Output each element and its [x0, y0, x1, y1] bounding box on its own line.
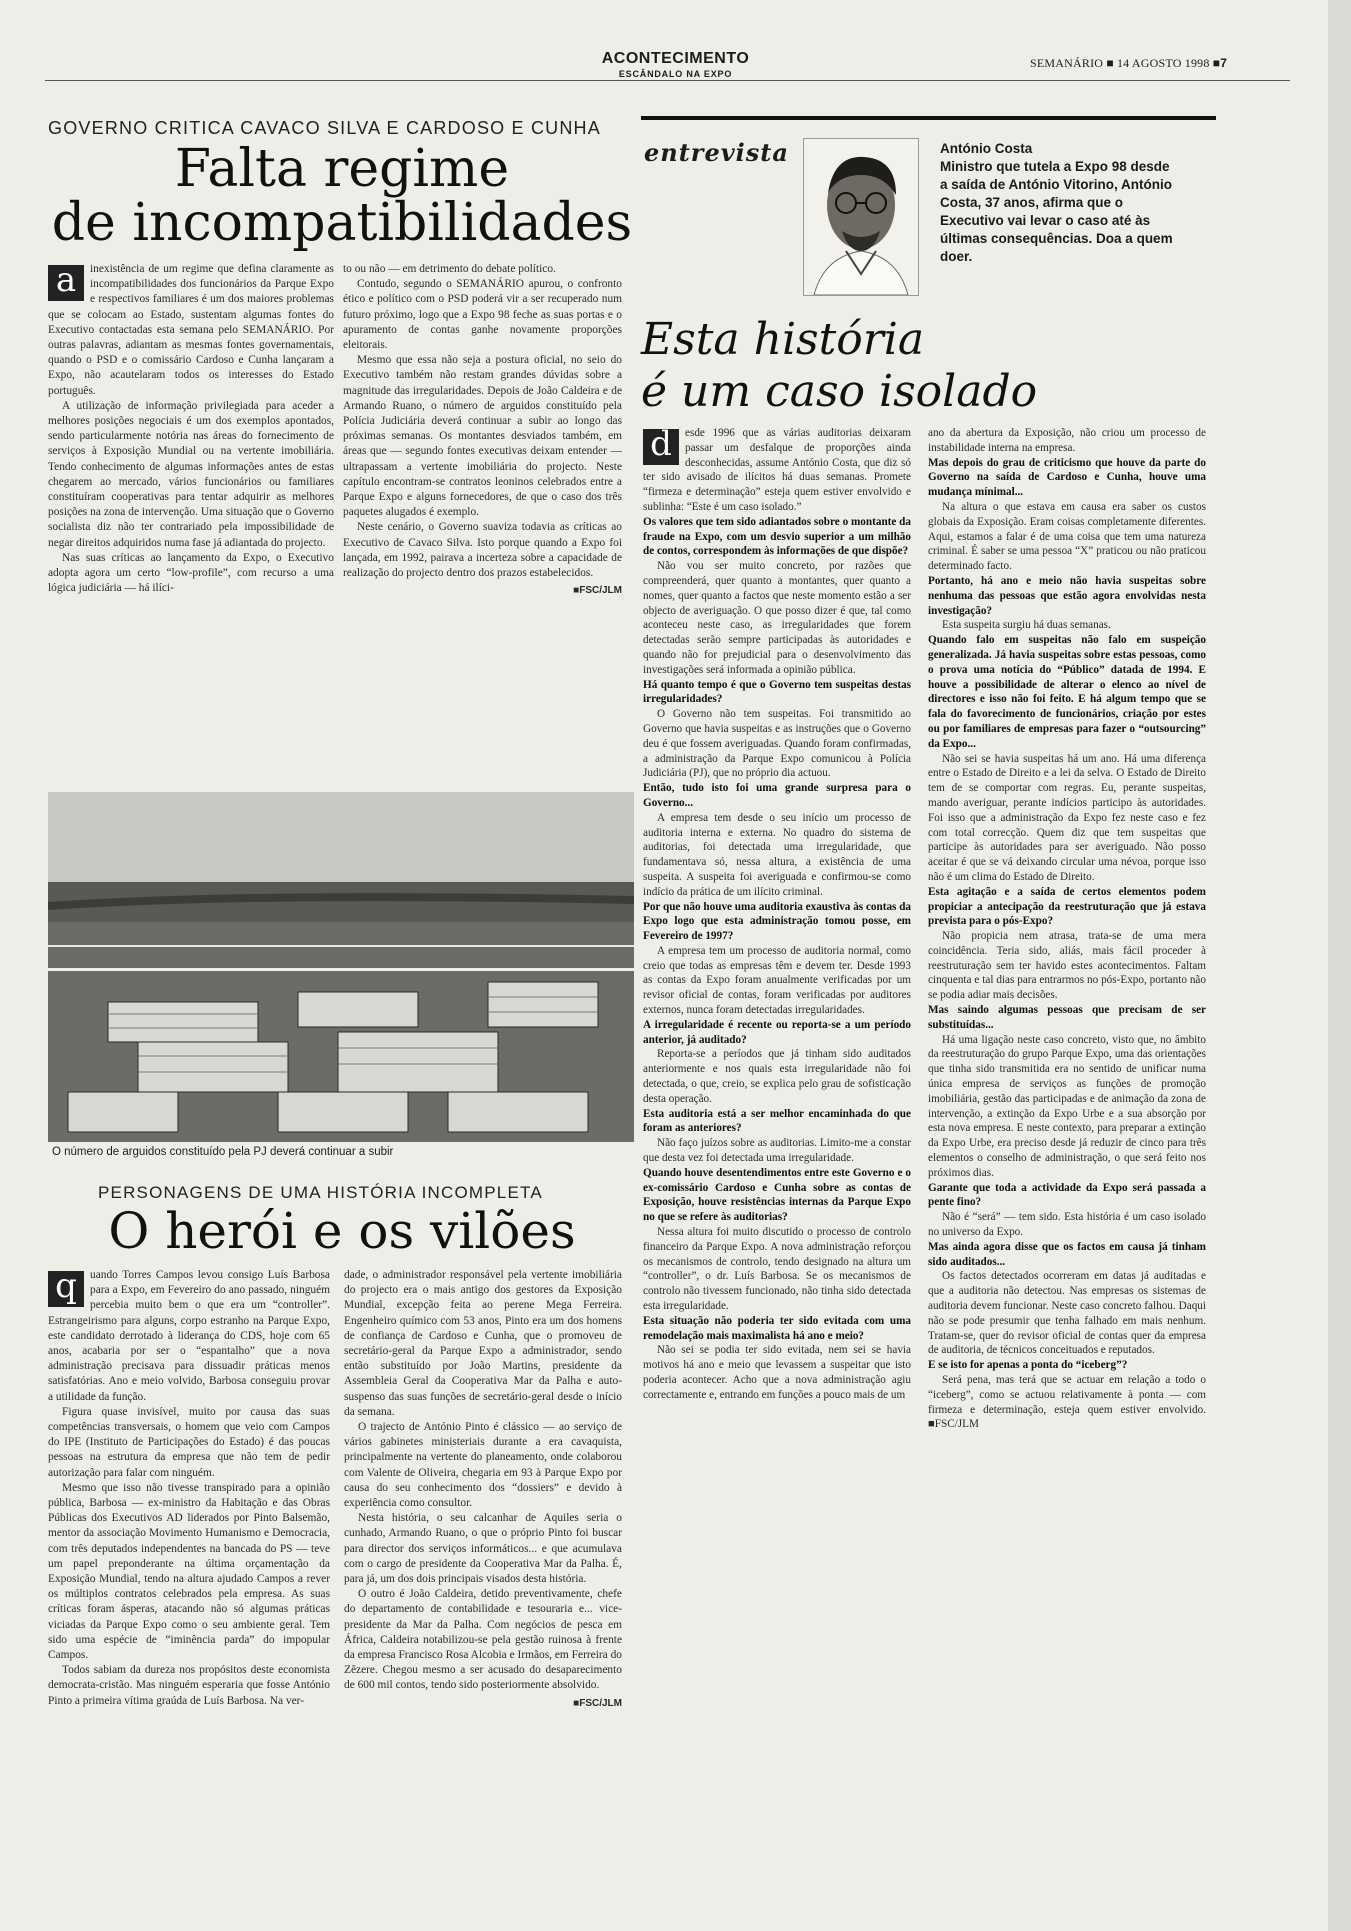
interviewee-name: António Costa [940, 141, 1033, 156]
interview-question: Quando houve desentendimentos entre este Governo e o ex-comissário Cardoso e Cunha sobre as contas de Exposição, houve resistências internas da Parque Expo no que se refere às auditorias? [643, 1166, 911, 1224]
interview-headline-line2: é um caso isolado [641, 366, 1038, 417]
paragraph: Contudo, segundo o SEMANÁRIO apurou, o confronto ético e político com o PSD poderá vir a ser recuperado num futuro próximo, logo que a Expo 98 feche as suas portas e o apuramento de contas ganhe novamente proporções eleitorais. [343, 278, 622, 352]
interview-col2 [928, 426, 1206, 1432]
interview-question: Há quanto tempo é que o Governo tem suspeitas destas irregularidades? [643, 678, 911, 706]
interview-question: Por que não houve uma auditoria exaustiva às contas da Expo logo que esta administração tomou posse, em Fevereiro de 1997? [643, 900, 912, 943]
interview-answer: Não sei se havia suspeitas há um ano. Há uma diferença entre o Estado de Direito e a lei da selva. O Estado de Direito tem de se comportar com regras. Eu, perante suspeitas, mando averiguar, perante indícios participo às autoridades. Foi isso que a administração da Expo fez neste caso e fez com total correcção. Quem diz que tem suspeitas que participe às autoridades para ser averiguado. Não posso aceitar é que se vá deixando circular uma névoa, porque isso não é um clima do Estado de Direito. [928, 752, 1206, 883]
interview-question: Mas saindo algumas pessoas que precisam de ser substituídas... [928, 1004, 1206, 1031]
interview-answer: Não faço juízos sobre as auditorias. Limito-me a constar que desta vez foi detectada uma irregularidade. [643, 1137, 911, 1165]
article2-dropcap: q [48, 1271, 84, 1307]
interview-question: Portanto, há ano e meio não havia suspeitas sobre nenhuma das pessoas que estão agora envolvidas nesta investigação? [928, 574, 1206, 617]
article2-col2 [344, 1268, 622, 1711]
paragraph: to ou não — em detrimento do debate político. [343, 263, 556, 275]
interviewee-description: Ministro que tutela a Expo 98 desde a saída de António Vitorino, António Costa, 37 anos, afirma que o Executivo vai levar o caso até às últimas consequências. Doa a quem doer. [940, 159, 1173, 264]
interview-label: entrevista [644, 138, 789, 167]
paragraph: dade, o administrador responsável pela vertente imobiliária do projecto era o mais antigo dos gestores da Exposição Mundial, excepção feita ao perene Mega Ferreira. Engenheiro químico com 53 anos, Pinto era um dos homens de confiança de Cardoso e Cunha, que o promoveu de secretário-geral da Parque Expo a administrador, sendo então substituído por João Martins, presidente da Assembleia Geral da Cooperativa Mar da Palha e auto-suspenso das suas funções de secretário-geral desde o início da semana. [344, 1269, 622, 1418]
interview-answer: Os factos detectados ocorreram em datas já auditadas e que a auditoria não detectou. Nas empresas os sistemas de auditoria devem funcionar. Neste caso concreto falhou. Daqui não se pode presumir que tenha falhado em mais nenhum. Tratam-se, quer do revisor oficial de contas quer da empresa de auditoria, de técnicos conceituados e reputados. [928, 1270, 1206, 1357]
interview-answer: esde 1996 que as várias auditorias deixaram passar um desfalque de proporções ainda desconhecidas, assume António Costa, que diz só ter sido avisado de ilícitos há duas semanas. Promete “firmeza e determinação” esteja quem estiver envolvido e sublinha: “Este é um caso isolado.” [643, 427, 911, 513]
article1-signature: ■FSC/JLM [573, 585, 622, 597]
photo-caption: O número de arguidos constituído pela PJ deverá continuar a subir [52, 1146, 394, 1158]
antonio-costa-portrait [803, 138, 919, 296]
section-title: ACONTECIMENTO [601, 50, 750, 67]
interview-col1 [643, 426, 911, 1403]
paragraph: uando Torres Campos levou consigo Luís Barbosa para a Expo, em Fevereiro do ano passado, ninguém percebia muito bem o que era um “controller”. Estrangeirismo para alguns, corpo estranho na Parque Expo, este candidato derrotado à liderança do CDS, hoje com 65 anos, acabaria por ser o “espantalho” que a nova administração precisava para dissuadir práticas menos satisfatórias. Ano e meio volvido, Barbosa conseguiu provar a utilidade da função. [48, 1269, 330, 1403]
interview-headline-line1: Esta história [641, 314, 925, 365]
page-number: 7 [1220, 56, 1228, 70]
article2-headline: O herói e os vilões [108, 1202, 576, 1260]
interview-question: Mas depois do grau de criticismo que houve da parte do Governo na saída de Cardoso e Cunha, houve uma mudança mínimal... [928, 456, 1206, 499]
article1-dropcap: a [48, 265, 84, 301]
issue-date: SEMANÁRIO ■ 14 AGOSTO 1998 ■ [1030, 56, 1221, 70]
interview-answer: Não é “será” — tem sido. Esta história é um caso isolado no universo da Expo. [928, 1211, 1206, 1239]
article1-headline-line2: de incompatibilidades [51, 193, 633, 254]
interview-question: Esta auditoria está a ser melhor encaminhada do que foram as anteriores? [643, 1107, 911, 1135]
paragraph: O outro é João Caldeira, detido preventivamente, chefe do departamento de contabilidade e tesouraria e... vice-presidente da Mar da Palha. Com negócios de pesca em África, Caldeira notabilizou-se pela gestão ruinosa à frente da empresa Francisco Rosa Alcobia e Irmãos, em Ferreira do Zêzere. Chegou mesmo a ser acusado do desaparecimento de 600 mil contos, tendo sido posteriormente absolvido. [344, 1588, 622, 1692]
interview-question: Garante que toda a actividade da Expo será passada a pente fino? [928, 1181, 1206, 1209]
article2-kicker: PERSONAGENS DE UMA HISTÓRIA INCOMPLETA [98, 1183, 543, 1202]
paragraph: Neste cenário, o Governo suaviza todavia as críticas ao Executivo de Cavaco Silva. Isto porque quando a Expo foi lançada, em 1992, pairava a incerteza sobre a capacidade de realização do projecto dentro dos prazos estabelecidos. [343, 521, 622, 580]
paragraph: A utilização de informação privilegiada para aceder a melhores posições negociais é um dos exemplos apontados, sendo particularmente notória nas áreas do fornecimento de serviços à Exposição Mundial ou na vertente imobiliária. Tendo conhecimento de algumas informações antes de estas chegarem ao mercado, vários funcionários ou familiares constituíram cooperativas para tentar adquirir as melhores posições na zona de intervenção. Uma situação que o Governo socialista diz não ter contrariado pela impossibilidade de negar direitos adquiridos numa fase já adiantada do projecto. [48, 399, 334, 549]
article1-headline [48, 139, 636, 254]
interview-answer: ano da abertura da Exposição, não criou um processo de instabilidade interna na empresa. [928, 427, 1206, 454]
interview-answer: A empresa tem um processo de auditoria normal, como creio que todas as empresas têm e devem ter. Desde 1993 as contas da Expo foram anualmente verificadas por um revisor oficial de contas, foram verificadas por auditores externos, nunca foram detectadas irregularidades. [643, 944, 911, 1017]
paragraph: Todos sabiam da dureza nos propósitos deste economista democrata-cristão. Mas ninguém esperaria que fosse António Pinto a primeira vítima graúda de Luís Barbosa. Na ver- [48, 1664, 330, 1707]
interview-answer: Nessa altura foi muito discutido o processo de controlo financeiro da Parque Expo. A nova administração reforçou os mecanismos de controlo, tendo designado na altura um “controller”, o dr. Luís Barbosa. Se os mecanismos de controlo não tivessem funcionado, não tinha sido detectada esta irregularidade. [643, 1226, 911, 1313]
section-subtitle: ESCÂNDALO NA EXPO [618, 69, 733, 79]
paragraph: Nesta história, o seu calcanhar de Aquiles seria o cunhado, Armando Ruano, o que o próprio Pinto foi buscar para director dos serviços informáticos... e que acumulava com o cargo de presidente da Cooperativa Mar da Palha. É, para já, um dos dois principais visados desta história. [344, 1512, 622, 1586]
interview-question: Então, tudo isto foi uma grande surpresa para o Governo... [643, 782, 911, 809]
interview-answer: Esta suspeita surgiu há duas semanas. [942, 619, 1111, 632]
scan-edge [1328, 0, 1351, 1931]
issue-info [1030, 56, 1227, 71]
paragraph: O trajecto de António Pinto é clássico — ao serviço de vários gabinetes ministeriais durante a era cavaquista, principalmente na vertente do planeamento, onde colaborou com Valente de Oliveira, chegaria em 93 à Parque Expo por causa do seu conhecimento dos “dossiers” e devido à experiência como consultor. [344, 1421, 622, 1510]
expo-aerial-photo [48, 792, 634, 1142]
interview-answer: Será pena, mas terá que se actuar em relação a todo o “iceberg”, como se actuou relativamente à ponta — com firmeza e determinação, esteja quem estiver envolvido. ■FSC/JLM [928, 1374, 1206, 1431]
article2-signature: ■FSC/JLM [573, 1697, 622, 1709]
article1-headline-line1: Falta regime [174, 139, 510, 199]
interview-answer: Não vou ser muito concreto, por razões que compreenderá, quer quanto a montantes, quer quanto a nomes, quer quanto a factos que neste momento estão a ser objecto de averiguação. O que posso dizer é que, tal como aconteceu neste caso, as irregularidades que forem detectadas serão sempre participadas às autoridades e quando não for prejudicial para o desenvolvimento das investigações será informada a opinião pública. [643, 560, 911, 676]
interview-question: Esta agitação e a saída de certos elementos podem propiciar a antecipação da reestruturação que já estava prevista para o pós-Expo? [928, 885, 1206, 928]
interview-question: Esta situação não poderia ter sido evitada com uma remodelação mais maximalista há ano e meio? [643, 1314, 911, 1342]
interview-headline [641, 314, 1211, 418]
aerial-city-illustration [48, 792, 634, 1142]
paragraph: Mesmo que isso não tivesse transpirado para a opinião pública, Barbosa — ex-ministro da Habitação e das Obras Públicas dos Executivos AD liderados por Pinto Balsemão, mentor da associação Movimento Humanismo e Democracia, com três deputados independentes na bancada do PS — teve um papel preponderante na última orçamentação da Exposição Mundial, tendo na altura ajudado Campos a rever os múltiplos contratos celebrados pela empresa. As suas críticas foram ásperas, atacando não só algumas práticas viciadas da Parque Expo como o seu ambiente geral. Tem sido uma espécie de “iminência parda” do impopular Campos. [48, 1481, 330, 1662]
interview-answer: Não sei se podia ter sido evitada, nem sei se havia motivos há ano e meio que levassem a suspeitar que isto poderia acontecer. Acho que a nova administração agiu correctamente e, entrando em funções a pouco mais de um [643, 1344, 911, 1401]
article2-col1 [48, 1268, 330, 1709]
interviewee-bio [940, 140, 1176, 266]
interview-answer: A empresa tem desde o seu início um processo de auditoria interna e externa. No quadro do sistema de auditorias, foi detectada uma irregularidade, que fundamentava só, nessa altura, a existência de uma suspeita. A suspeita foi averiguada e confirmou-se como indício da prática de um ilícito criminal. [643, 811, 911, 898]
interview-top-bar [641, 116, 1216, 120]
interview-question: E se isto for apenas a ponta do “iceberg”? [928, 1359, 1128, 1372]
interview-question: Quando falo em suspeitas não falo em suspeição generalizada. Já havia suspeitas sobre estas pessoas, como o prova uma notícia do “Público” datada de 1994. E houve a possibilidade de alterar o elenco ao nível de directores e isso não foi feito. E há algum tempo que se fala do favorecimento de funcionários, criação por estes ou por familiares de empresas para fazer o “outsourcing” da Expo... [928, 634, 1206, 750]
paragraph: Mesmo que essa não seja a postura oficial, no seio do Executivo também não restam grandes dúvidas sobre a magnitude das irregularidades. Depois de João Caldeira e de Armando Ruano, o número de arguidos constituído pela Polícia Judiciária deverá continuar a subir ao longo das próximas semanas. Os montantes desviados também, em áreas que — segundo fontes executivas deixam entender — ultrapassam a vertente imobiliária do projecto. Neste capítulo encontram-se contratos leoninos celebrados entre a Parque Expo e alguns fornecedores, de que o caso dos três paquetes alugados é exemplo. [343, 354, 622, 519]
interview-question: A irregularidade é recente ou reporta-se a um período anterior, já auditado? [643, 1018, 911, 1046]
interview-dropcap: d [643, 429, 679, 465]
interview-question: Os valores que tem sido adiantados sobre o montante da fraude na Expo, com um desvio superior a um milhão de contos, correspondem às informações de que dispõe? [643, 515, 911, 558]
paragraph: Nas suas críticas ao lançamento da Expo, o Executivo adopta agora um certo “low-profile”, com recurso a uma lógica judiciária — há ilíci- [48, 551, 334, 595]
interview-answer: Há uma ligação neste caso concreto, visto que, no âmbito da reestruturação do grupo Parque Expo, uma das orientações que tinha sido transmitida era no sentido de unificar numa única empresa de serviços as funções de promoção imobiliária, gestão das participadas e de animação da zona de intervenção, a extinção da Expo Urbe e a sua absorção por esta nova empresa. E neste contexto, para preparar a extinção da Expo Urbe, era preciso desde já reduzir de cinco para três elementos o conselho de administração, o que será feito nos próximos dias. [928, 1033, 1206, 1179]
paragraph: inexistência de um regime que defina claramente as incompatibilidades dos funcionários da Parque Expo e respectivos familiares é um dos maiores problemas que se colocam ao Estado, sustentam algumas fontes do Executivo contactadas esta semana pelo SEMANÁRIO. Por outras palavras, adiantam as mesmas fontes governamentais, quando o PSD e o comissário Cardoso e Cunha lançaram a Expo, não acautelaram todos os interesses do Estado português. [48, 263, 334, 397]
interview-answer: Na altura o que estava em causa era saber os custos globais da Exposição. Eram coisas completamente diferentes. Aqui, estamos a falar é de uma coisa que tem uma natureza criminal. É saber se uma pessoa “X” praticou ou não praticou determinado facto. [928, 500, 1206, 573]
interview-question: Mas ainda agora disse que os factos em causa já tinham sido auditados... [928, 1240, 1206, 1268]
article1-col2 [343, 262, 622, 598]
interview-answer: Não propicia nem atrasa, trata-se de uma mera coincidência. Teria sido, aliás, mais fácil proceder à reestruturação sem ter havido estes acontecimentos. Faltam cinquenta e tal dias para entrarmos no pós-Expo, portanto não se podia adiar mais decisões. [928, 930, 1206, 1002]
portrait-illustration [804, 139, 918, 295]
masthead-rule [45, 80, 1290, 81]
article1-kicker: GOVERNO CRITICA CAVACO SILVA E CARDOSO E CUNHA [48, 118, 601, 138]
paragraph: Figura quase invisível, muito por causa das suas competências transversais, o homem que veio com Campos do IPE (Instituto de Participações do Estado) é das poucas pessoas na estrutura da empresa que não tem de pedir autorização para falar com ninguém. [48, 1405, 330, 1479]
article1-col1 [48, 262, 334, 596]
interview-answer: O Governo não tem suspeitas. Foi transmitido ao Governo que havia suspeitas e as instruções que o Governo deu é que fossem averiguadas. Quando foram confirmadas, a administração da Parque Expo comunicou à Polícia Judiciária (PJ), que no próprio dia actuou. [643, 708, 911, 780]
interview-answer: Reporta-se a períodos que já tinham sido auditados anteriormente e nos quais esta irregularidade não foi detectada, o que, creio, se explica pelo grau de sofisticação desta operação. [643, 1048, 911, 1105]
